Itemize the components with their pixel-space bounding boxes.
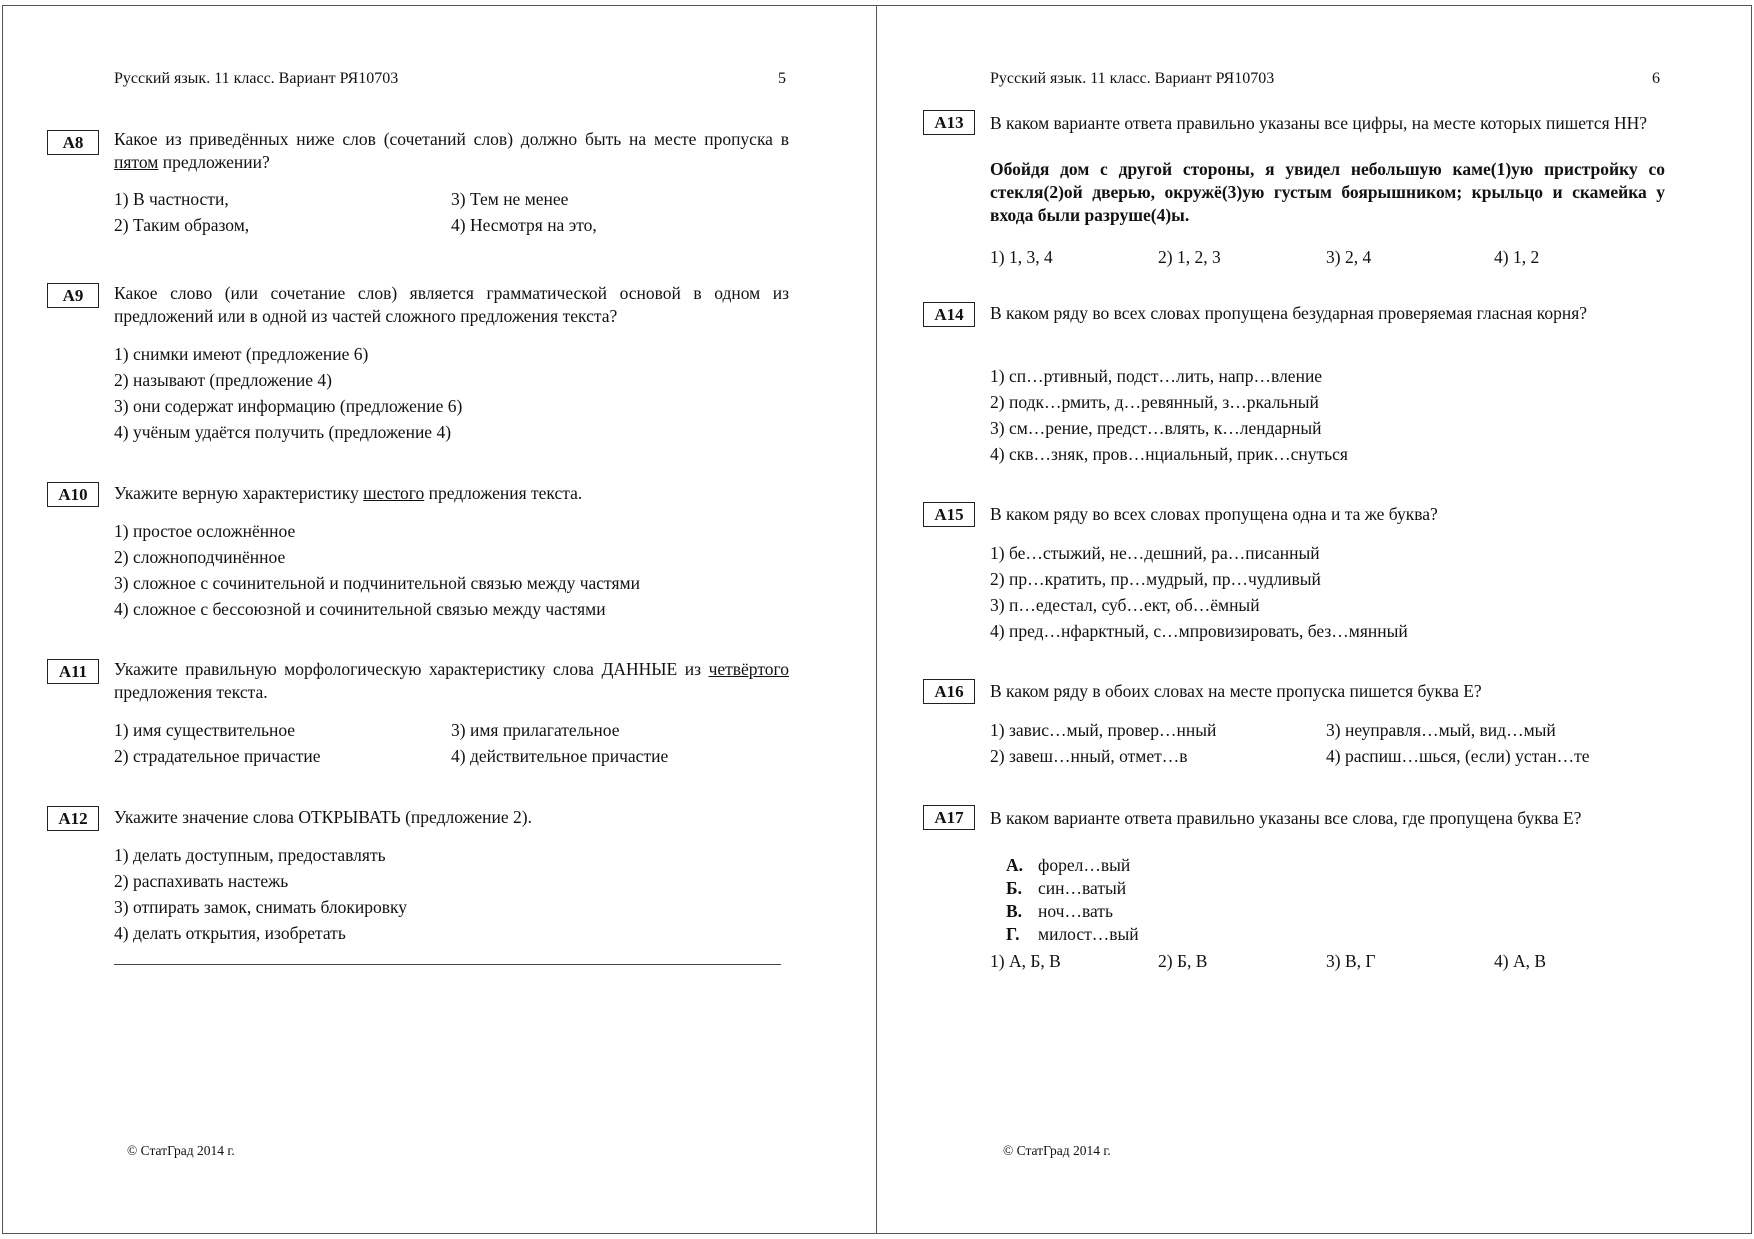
task-a15-question: В каком ряду во всех словах пропущена одна и та же буква?	[990, 504, 1438, 524]
task-a17-question: В каком варианте ответа правильно указаны все слова, где пропущена буква Е?	[990, 808, 1582, 828]
task-a14-question: В каком ряду во всех словах пропущена безударная проверяемая гласная корня?	[990, 303, 1588, 323]
task-a14-option: 3) см…рение, предст…влять, к…лендарный	[990, 418, 1322, 438]
right-page	[876, 5, 1752, 1234]
task-a17-item: В. ноч…вать	[1006, 901, 1113, 921]
task-a11-option: 2) страдательное причастие	[114, 746, 321, 766]
task-a15-option: 4) пред…нфарктный, с…мпровизировать, без…мянный	[990, 621, 1408, 641]
task-a16-option: 2) завеш…нный, отмет…в	[990, 746, 1188, 766]
task-label-a16: А16	[923, 679, 975, 704]
task-a11-option: 4) действительное причастие	[451, 746, 669, 766]
task-a14-option: 4) скв…зняк, пров…нциальный, прик…снуться	[990, 444, 1348, 464]
task-a10-option: 4) сложное с бессоюзной и сочинительной связью между частями	[114, 599, 606, 619]
task-label-a11: А11	[47, 659, 99, 684]
task-a8-option: 1) В частности,	[114, 189, 229, 209]
task-a9-option: 4) учёным удаётся получить (предложение 4)	[114, 422, 452, 442]
task-a11-option: 3) имя прилагательное	[451, 720, 620, 740]
task-a10-question: Укажите верную характеристику шестого предложения текста.	[114, 483, 583, 503]
task-a17-item: А. форел…вый	[1006, 855, 1131, 875]
task-label-a13: А13	[923, 110, 975, 135]
task-a13-option: 2) 1, 2, 3	[1158, 247, 1221, 267]
task-a17-option: 1) А, Б, В	[990, 951, 1061, 971]
task-label-a8: А8	[47, 130, 99, 155]
task-a16-option: 1) завис…мый, провер…нный	[990, 720, 1217, 740]
task-a8-option: 2) Таким образом,	[114, 215, 250, 235]
task-label-a14: А14	[923, 302, 975, 327]
task-label-a15: А15	[923, 502, 975, 527]
task-a14-option: 2) подк…рмить, д…ревянный, з…ркальный	[990, 392, 1319, 412]
task-a17-option: 4) А, В	[1494, 951, 1547, 971]
task-a13-sentence: Обойдя дом с другой стороны, я увидел небольшую каме(1)ую пристройку со стекля(2)ой дверью, окружё(3)ую густым боярышником; крыльцо и скамейка у входа были разруше(4)ы.	[990, 159, 1665, 225]
task-a17-option: 3) В, Г	[1326, 951, 1376, 971]
task-a13-question: В каком варианте ответа правильно указаны все цифры, на месте которых пишется НН?	[990, 113, 1648, 133]
task-label-a17: А17	[923, 805, 975, 830]
task-a13-option: 1) 1, 3, 4	[990, 247, 1053, 267]
task-a15-option: 1) бе…стыжий, не…дешний, ра…писанный	[990, 543, 1320, 563]
page-footer: © СтатГрад 2014 г.	[1003, 1143, 1111, 1158]
task-a17-item: Г. милост…вый	[1006, 924, 1139, 944]
task-a11-option: 1) имя существительное	[114, 720, 296, 740]
task-label-a12: А12	[47, 806, 99, 831]
task-a16-option: 3) неуправля…мый, вид…мый	[1326, 720, 1556, 740]
task-a8-option: 3) Тем не менее	[451, 189, 569, 209]
task-a16-option: 4) распиш…шься, (если) устан…те	[1326, 746, 1590, 766]
task-a8-option: 4) Несмотря на это,	[451, 215, 597, 235]
task-label-a9: А9	[47, 283, 99, 308]
task-a13-option: 3) 2, 4	[1326, 247, 1372, 267]
left-page	[2, 5, 877, 1234]
task-a17-item: Б. син…ватый	[1006, 878, 1127, 898]
task-a16-question: В каком ряду в обоих словах на месте пропуска пишется буква Е?	[990, 681, 1482, 701]
task-a9-question: Какое слово (или сочетание слов) является грамматической основой в одном из предложений или в одной из частей сложного предложения текста?	[114, 283, 789, 326]
task-a10-option: 2) сложноподчинённое	[114, 547, 286, 567]
task-a11-question: Укажите правильную морфологическую характеристику слова ДАННЫЕ из четвёртого предложения текста.	[114, 659, 789, 702]
task-a12-option: 2) распахивать настежь	[114, 871, 289, 891]
page-number: 6	[1652, 70, 1660, 87]
section-divider	[114, 964, 781, 965]
task-a15-option: 2) пр…кратить, пр…мудрый, пр…чудливый	[990, 569, 1321, 589]
task-a10-option: 1) простое осложнённое	[114, 521, 296, 541]
task-label-a10: А10	[47, 482, 99, 507]
page-header: Русский язык. 11 класс. Вариант РЯ10703	[114, 70, 399, 87]
task-a12-option: 4) делать открытия, изобретать	[114, 923, 346, 943]
task-a12-question: Укажите значение слова ОТКРЫВАТЬ (предложение 2).	[114, 807, 532, 827]
task-a13-option: 4) 1, 2	[1494, 247, 1540, 267]
task-a10-option: 3) сложное с сочинительной и подчинительной связью между частями	[114, 573, 640, 593]
task-a15-option: 3) п…едестал, суб…ект, об…ёмный	[990, 595, 1260, 615]
task-a8-question: Какое из приведённых ниже слов (сочетаний слов) должно быть на месте пропуска в пятом предложении?	[114, 129, 789, 172]
task-a9-option: 1) снимки имеют (предложение 6)	[114, 344, 369, 364]
task-a9-option: 2) называют (предложение 4)	[114, 370, 332, 390]
task-a14-option: 1) сп…ртивный, подст…лить, напр…вление	[990, 366, 1323, 386]
task-a17-option: 2) Б, В	[1158, 951, 1208, 971]
page-header: Русский язык. 11 класс. Вариант РЯ10703	[990, 70, 1275, 87]
page-footer: © СтатГрад 2014 г.	[127, 1143, 235, 1158]
task-a12-option: 3) отпирать замок, снимать блокировку	[114, 897, 408, 917]
page-number: 5	[778, 70, 786, 87]
task-a9-option: 3) они содержат информацию (предложение 6)	[114, 396, 463, 416]
task-a12-option: 1) делать доступным, предоставлять	[114, 845, 386, 865]
